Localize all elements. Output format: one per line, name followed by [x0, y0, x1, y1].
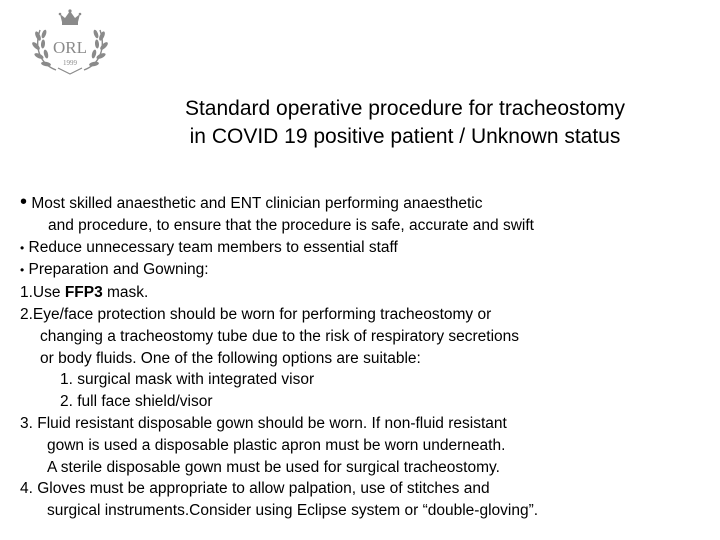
bullet-continuation: and procedure, to ensure that the procedure is safe, accurate and swift [48, 216, 534, 234]
bullet-preparation [20, 259, 710, 282]
procedure-content [20, 192, 710, 522]
crown-laurel-logo-icon [22, 8, 118, 76]
organization-logo [22, 8, 118, 76]
bullet-reduce-team [20, 237, 710, 260]
logo-text: ORL [53, 38, 87, 57]
bullet-text: Most skilled anaesthetic and ENT clinician performing anaesthetic [31, 195, 483, 212]
list-item-continuation: gown is used a disposable plastic apron must be worn underneath. [47, 436, 506, 454]
bullet-text: Preparation and Gowning: [28, 261, 209, 279]
title-line-1: Standard operative procedure for tracheostomy [184, 97, 626, 120]
sub-item-surgical-mask: 1. surgical mask with integrated visor [60, 371, 315, 389]
list-item-continuation: A sterile disposable gown must be used for surgical tracheostomy. [47, 458, 500, 476]
bullet-icon: • [20, 191, 28, 213]
list-item-eye-protection: 2.Eye/face protection should be worn for performing tracheostomy or [20, 305, 492, 323]
bullet-text: Reduce unnecessary team members to essential staff [28, 238, 398, 256]
title-line-2: in COVID 19 positive patient / Unknown status [189, 125, 621, 148]
sub-item-face-shield: 2. full face shield/visor [60, 393, 213, 411]
list-item-continuation: surgical instruments.Consider using Eclipse system or “double-gloving”. [47, 502, 539, 520]
list-item-gloves: 4. Gloves must be appropriate to allow palpation, use of stitches and [20, 480, 490, 498]
list-item-continuation: or body fluids. One of the following options are suitable: [40, 349, 421, 367]
mask-type: FFP3 [64, 284, 103, 302]
list-item-continuation: changing a tracheostomy tube due to the risk of respiratory secretions [40, 327, 520, 345]
bullet-icon: • [20, 240, 25, 255]
slide-title [140, 95, 670, 151]
bullet-skilled-clinician [20, 192, 710, 215]
list-item-gown: 3. Fluid resistant disposable gown should be worn. If non-fluid resistant [20, 414, 507, 432]
list-item-mask: 1.Use FFP3 mask. [20, 284, 149, 302]
bullet-icon: • [20, 263, 25, 278]
logo-year: 1999 [63, 59, 77, 67]
